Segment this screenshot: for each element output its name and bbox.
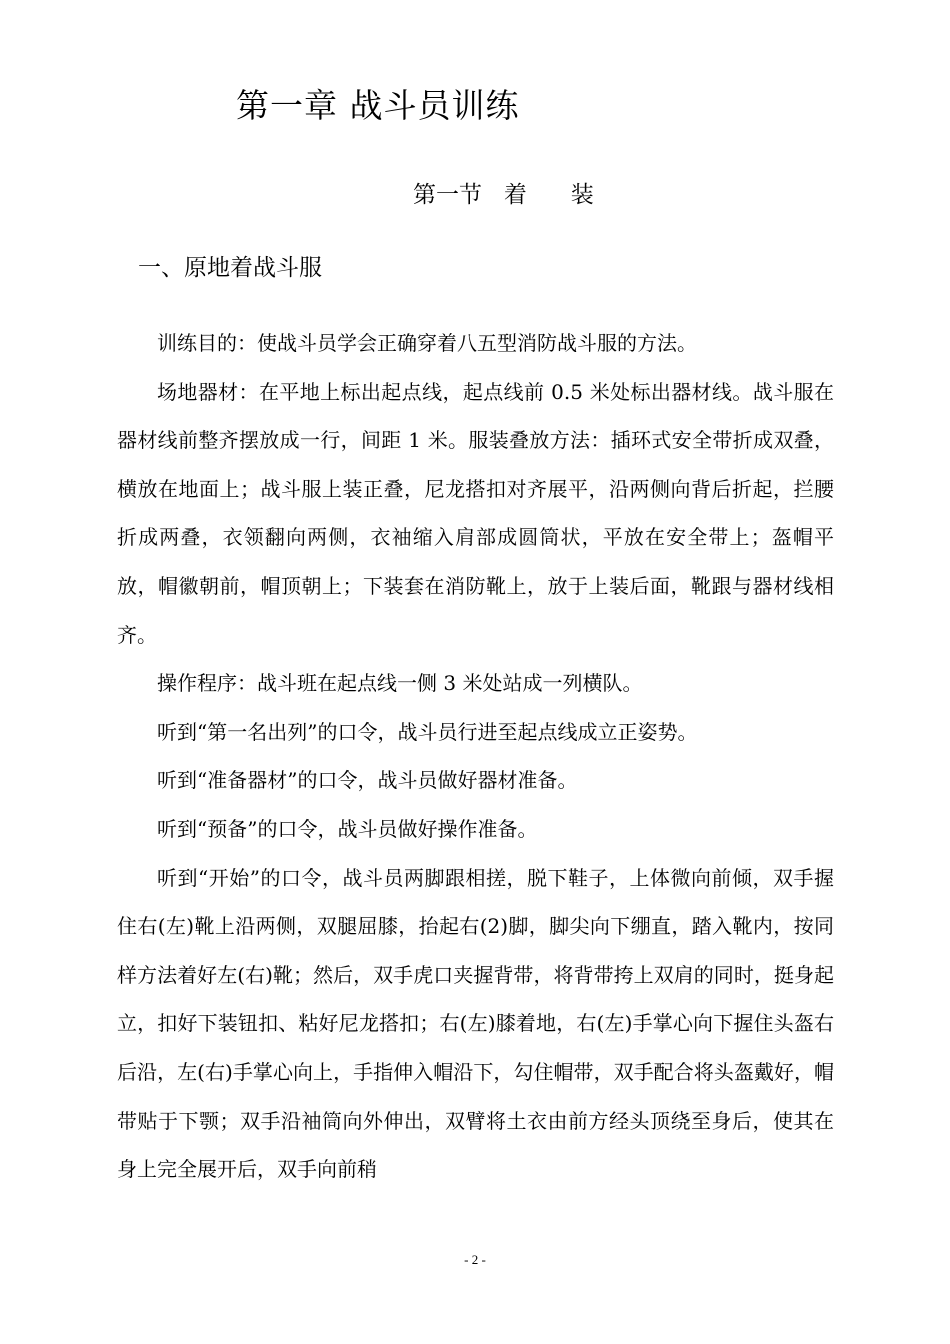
paragraph-site-equipment: 场地器材：在平地上标出起点线，起点线前 0.5 米处标出器材线。战斗服在器材线前整齐摆放成一行，间距 1 米。服装叠放方法：插环式安全带折成双叠，横放在地面上；战斗服上装正叠，尼龙搭扣对齐展平，沿两侧向背后折起，拦腰折成两叠，衣领翻向两侧，衣袖缩入肩部成圆筒状，平放在安全带上；盔帽平放，帽徽朝前，帽顶朝上；下装套在消防靴上，放于上装后面，靴跟与器材线相齐。: [117, 379, 834, 647]
chapter-title: 第一章 战斗员训练: [236, 86, 520, 125]
page-number: - 2 -: [464, 1252, 486, 1267]
section-title: 第一节 着 装: [413, 182, 594, 208]
paragraph-operation-procedure: 操作程序：战斗班在起点线一侧 3 米处站成一列横队。: [157, 671, 643, 696]
paragraph-command-prepare-equipment: 听到“准备器材”的口令，战斗员做好器材准备。: [157, 768, 578, 793]
paragraph-command-step-out: 听到“第一名出列”的口令，战斗员行进至起点线成立正姿势。: [157, 719, 698, 744]
paragraph-command-start: 听到“开始”的口令，战斗员两脚跟相搓，脱下鞋子，上体微向前倾，双手握住右(左)靴上沿两侧，双腿屈膝，抬起右(2)脚，脚尖向下绷直，踏入靴内，按同样方法着好左(右)靴；然后，双手虎口夹握背带，将背带挎上双肩的同时，挺身起立，扣好下装钮扣、粘好尼龙搭扣；右(左)膝着地，右(左)手掌心向下握住头盔右后沿，左(右)手掌心向上，手指伸入帽沿下，勾住帽带，双手配合将头盔戴好，帽带贴于下颚；双手沿袖筒向外伸出，双臂将土衣由前方经头顶绕至身后，使其在身上完全展开后，双手向前稍: [117, 865, 834, 1182]
subsection-title: 一、原地着战斗服: [138, 255, 322, 281]
paragraph-command-ready: 听到“预备”的口令，战斗员做好操作准备。: [157, 816, 538, 841]
body-text: [117, 319, 834, 1194]
paragraph-training-purpose: 训练目的：使战斗员学会正确穿着八五型消防战斗服的方法。: [157, 331, 697, 355]
